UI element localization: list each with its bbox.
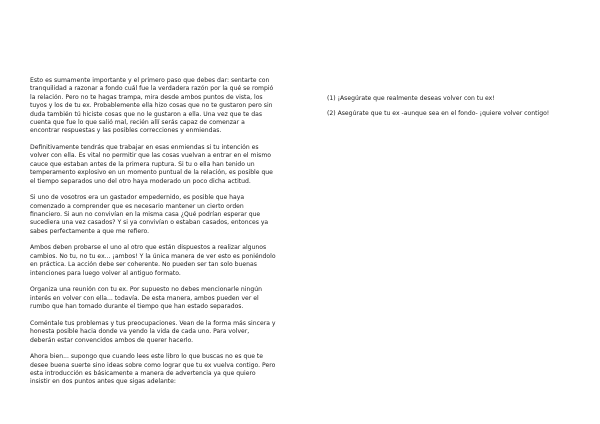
list-item-1: (1) ¡Asegúrate que realmente deseas volver con tu ex! [327, 95, 495, 102]
paragraph-7: Ahora bien... supongo que cuando lees este libro lo que buscas no es que te desee buena suerte sino ideas sobre como lograr que tu ex vuelva contigo. Pero esta introducción es básicamente a manera de advertencia ya que quiero insistir en dos puntos antes que sigas adelante: [30, 353, 276, 386]
list-item-2: (2) Asegúrate que tu ex -aunque sea en el fondo- ¡quiere volver contigo! [327, 110, 550, 117]
left-page [30, 77, 276, 395]
paragraph-4: Ambos deben probarse el uno al otro que están dispuestos a realizar algunos cambios. No tu, no tu ex... ¡ambos! Y la única manera de ver esto es poniéndolo en práctica. La acción debe ser coherente. No pueden ser tan solo buenas intenciones para luego volver al antiguo formato. [30, 244, 276, 277]
right-page [327, 95, 589, 125]
paragraph-2: Definitivamente tendrás que trabajar en esas enmiendas si tu intención es volver con ella. Es vital no permitir que las cosas vuelvan a entrar en el mismo cauce que estaban antes de la primera ruptura. Si tu o ella han tenido un temperamento explosivo en un momento puntual de la relación, es posible que el tiempo separados uno del otro haya moderado un poco dicha actitud. [30, 144, 273, 185]
paragraph-3: Si uno de vosotros era un gastador empedernido, es posible que haya comenzado a comprender que es necesario mantener un cierto orden financiero. Si aun no convivían en la misma casa ¿Qué podrían esperar que sucediera una vez casados? Y si ya convivían o estaban casados, entonces ya sabes perfectamente a que me refiero. [30, 194, 269, 235]
paragraph-6: Coméntale tus problemas y tus preocupaciones. Vean de la forma más sincera y honesta posible hacia donde va yendo la vida de cada uno. Para volver, deberán estar convencidos ambos de querer hacerlo. [30, 319, 276, 344]
paragraph-1: Esto es sumamente importante y el primero paso que debes dar: sentarte con tranquilidad a razonar a fondo cuál fue la verdadera razón por la qué se rompió la relación. Pero no te hagas trampa, mira desde ambos puntos de vista, los tuyos y los de tu ex. Probablemente ella hizo cosas que no te gustaron pero sin duda también tú hiciste cosas que no le gustaron a ella. Una vez que te das cuenta que fue lo que salió mal, recién allí serás capaz de comenzar a encontrar respuestas y las posibles correcciones y enmiendas. [30, 77, 274, 135]
paragraph-5: Organiza una reunión con tu ex. Por supuesto no debes mencionarle ningún interés en volver con ella... todavía. De esta manera, ambos pueden ver el rumbo que han tomado durante el tiempo que han estado separados. [30, 286, 262, 311]
